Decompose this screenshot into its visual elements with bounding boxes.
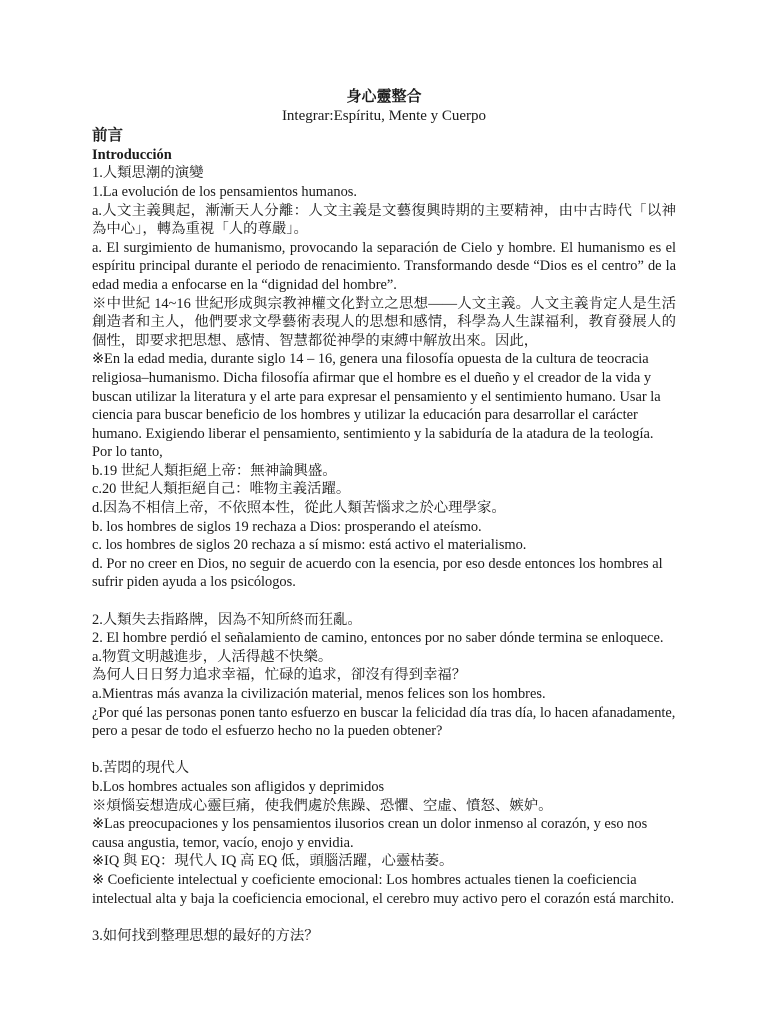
section-1-title-zh: 1.人類思潮的演變 bbox=[92, 165, 204, 182]
paragraph-a-zh: a.人文主義興起，漸漸天人分離：人文主義是文藝復興時期的主要精神，由中古時代「以神為中心」，轉為重視「人的尊嚴」。 bbox=[92, 202, 676, 238]
paragraph-a-es: a. El surgimiento de humanismo, provocando la separación de Cielo y hombre. El humanismo es el espíritu principal durante el periodo de renacimiento. Transformando desde “Dios es el centro” de la edad media a enfocarse en la “dignidad del hombre”. bbox=[92, 239, 676, 293]
item-b-zh: b.19 世紀人類拒絕上帝：無神論興盛。 bbox=[92, 462, 337, 479]
title-chinese: 身心靈整合 bbox=[346, 89, 422, 105]
section-3-title-zh: 3.如何找到整理思想的最好的方法？ bbox=[92, 927, 319, 944]
note-middle-ages-zh: ※中世紀 14~16 世紀形成與宗教神權文化對立之思想——人文主義。人文主義肯定人是生活創造者和主人，他們要求文學藝術表現人的思想和感情，科學為人生謀福利，教育發展人的個性，即要求把思想、感情、智慧都從神學的束縛中解放出來。因此， bbox=[92, 295, 676, 349]
item-2a-es: a.Mientras más avanza la civilización material, menos felices son los hombres. bbox=[92, 686, 546, 702]
item-c-zh: c.20 世紀人類拒絕自己：唯物主義活躍。 bbox=[92, 481, 351, 498]
spacer bbox=[92, 908, 676, 927]
question-zh: 為何人日日努力追求幸福，忙碌的追求，卻沒有得到幸福？ bbox=[92, 667, 467, 684]
note-iq-eq-es: ※ Coeficiente intelectual y coeficiente emocional: Los hombres actuales tienen la coeficiencia intelectual alta y baja la coeficiencia emocional, el cerebro muy activo pero el corazón está marchito. bbox=[92, 871, 675, 907]
spacer bbox=[92, 741, 676, 760]
question-es: ¿Por qué las personas ponen tanto esfuerzo en buscar la felicidad día tras día, lo hacen afanadamente, pero a pesar de todo el esfuerzo hecho no la pueden obtener? bbox=[92, 704, 676, 740]
note-middle-ages-es: ※En la edad media, durante siglo 14 – 16, genera una filosofía opuesta de la cultura de teocracia religiosa–humanismo. Dicha filosofía afirmar que el hombre es el dueño y el creador de la vida y buscan utilizar la literatura y el arte para expresar el pensamiento y el sentimiento humano. Usar la ciencia para buscar beneficio de los hombres y utilizar la educación para desarrollar el carácter humano. Exigiendo liberar el pensamiento, sentimiento y la sabiduría de la atadura de la teología. Por lo tanto, bbox=[92, 351, 661, 461]
item-2b-es: b.Los hombres actuales son afligidos y deprimidos bbox=[92, 778, 385, 795]
item-c-es: c. los hombres de siglos 20 rechaza a sí mismo: está activo el materialismo. bbox=[92, 537, 527, 554]
spacer bbox=[92, 592, 676, 611]
section-2-title-es: 2. El hombre perdió el señalamiento de camino, entonces por no saber dónde termina se enloquece. bbox=[92, 630, 664, 647]
title-spanish: Integrar:Espíritu, Mente y Cuerpo bbox=[281, 107, 487, 124]
item-2a-zh: a.物質文明越進步，人活得越不快樂。 bbox=[92, 648, 333, 665]
heading-preface: 前言 bbox=[92, 127, 124, 145]
section-1-title-es: 1.La evolución de los pensamientos humanos. bbox=[92, 183, 357, 200]
item-d-es: d. Por no creer en Dios, no seguir de acuerdo con la esencia, por eso desde entonces los hombres al sufrir piden ayuda a los psicólogos. bbox=[92, 555, 663, 591]
section-2-title-zh: 2.人類失去指路牌，因為不知所終而狂亂。 bbox=[92, 611, 362, 628]
note-iq-eq-zh: ※IQ 與 EQ：現代人 IQ 高 EQ 低，頭腦活躍，心靈枯萎。 bbox=[92, 853, 454, 870]
item-2b-zh: b.苦悶的現代人 bbox=[92, 760, 190, 777]
heading-introduction: Introducción bbox=[92, 146, 172, 163]
item-d-zh: d.因為不相信上帝，不依照本性，從此人類苦惱求之於心理學家。 bbox=[92, 500, 506, 517]
note-worries-zh: ※煩惱妄想造成心靈巨痛，使我們處於焦躁、恐懼、空虛、憤怒、嫉妒。 bbox=[92, 797, 553, 814]
item-b-es: b. los hombres de siglos 19 rechaza a Dios: prosperando el ateísmo. bbox=[92, 518, 482, 535]
note-worries-es: ※Las preocupaciones y los pensamientos ilusorios crean un dolor inmenso al corazón, y eso nos causa angustia, temor, vacío, enojo y envidia. bbox=[92, 816, 648, 851]
